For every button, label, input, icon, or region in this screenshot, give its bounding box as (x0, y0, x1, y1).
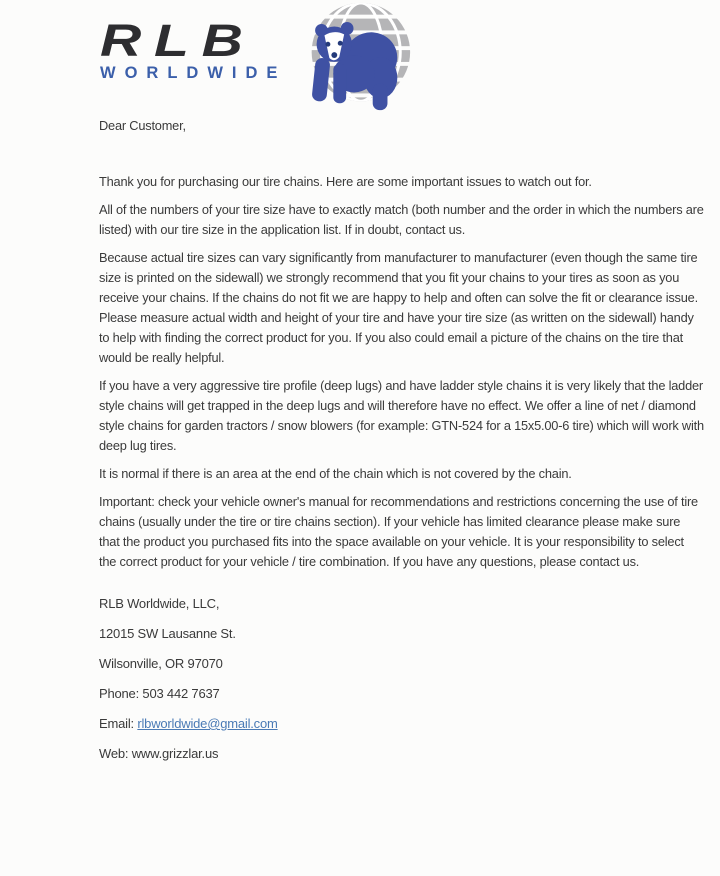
brand-tagline: WORLDWIDE (100, 64, 287, 82)
paragraph-deep-lugs: If you have a very aggressive tire profile (deep lugs) and have ladder style chains it is very likely that the ladder style chains will get trapped in the deep lugs and will therefore have no effect. We offer a line of net / diamond style chains for garden tractors / snow blowers (for example: GTN-524 for a 15x5.00-6 tire) which will work with deep lug tires. (99, 378, 704, 453)
brand-name: RLB (100, 15, 256, 66)
company-name: RLB Worldwide, LLC, (99, 596, 220, 611)
email-label: Email: (99, 716, 138, 731)
salutation: Dear Customer, (99, 118, 186, 133)
logo-wordmark (100, 15, 287, 83)
phone-line: Phone: 503 442 7637 (99, 686, 220, 701)
paragraph-fit-chains: Because actual tire sizes can vary significantly from manufacturer to manufacturer (even though the same tire size is printed on the sidewall) we strongly recommend that you fit your chains to your tires as soon as you receive your chains. If the chains do not fit we are happy to help and often can solve the fit or clearance issue. Please measure actual width and height of your tire and have your tire size (as written on the sidewall) handy to help with finding the correct product for you. If you also could email a picture of the chains on the tire that would be really helpful. (99, 250, 698, 365)
paragraph-thank-you: Thank you for purchasing our tire chains. Here are some important issues to watch out for. (99, 174, 592, 189)
city-state-zip: Wilsonville, OR 97070 (99, 656, 223, 671)
street-address: 12015 SW Lausanne St. (99, 626, 236, 641)
web-line: Web: www.grizzlar.us (99, 746, 219, 761)
bear-globe-logo-icon (290, 0, 418, 114)
paragraph-important: Important: check your vehicle owner's manual for recommendations and restrictions concerning the use of tire chains (usually under the tire or tire chains section). If your vehicle has limited clearance please make sure that the product you purchased fits into the space available on your vehicle. It is your responsibility to select the correct product for your vehicle / tire combination. If you have any questions, please contact us. (99, 494, 698, 569)
company-logo (0, 0, 720, 118)
email-line (99, 714, 704, 734)
paragraph-chain-coverage: It is normal if there is an area at the end of the chain which is not covered by the chain. (99, 466, 572, 481)
contact-block (99, 594, 704, 764)
paragraph-size-match: All of the numbers of your tire size have to exactly match (both number and the order in which the numbers are listed) with our tire size in the application list. If in doubt, contact us. (99, 202, 704, 237)
email-link[interactable]: rlbworldwide@gmail.com (137, 716, 278, 731)
letter-body (99, 116, 704, 774)
